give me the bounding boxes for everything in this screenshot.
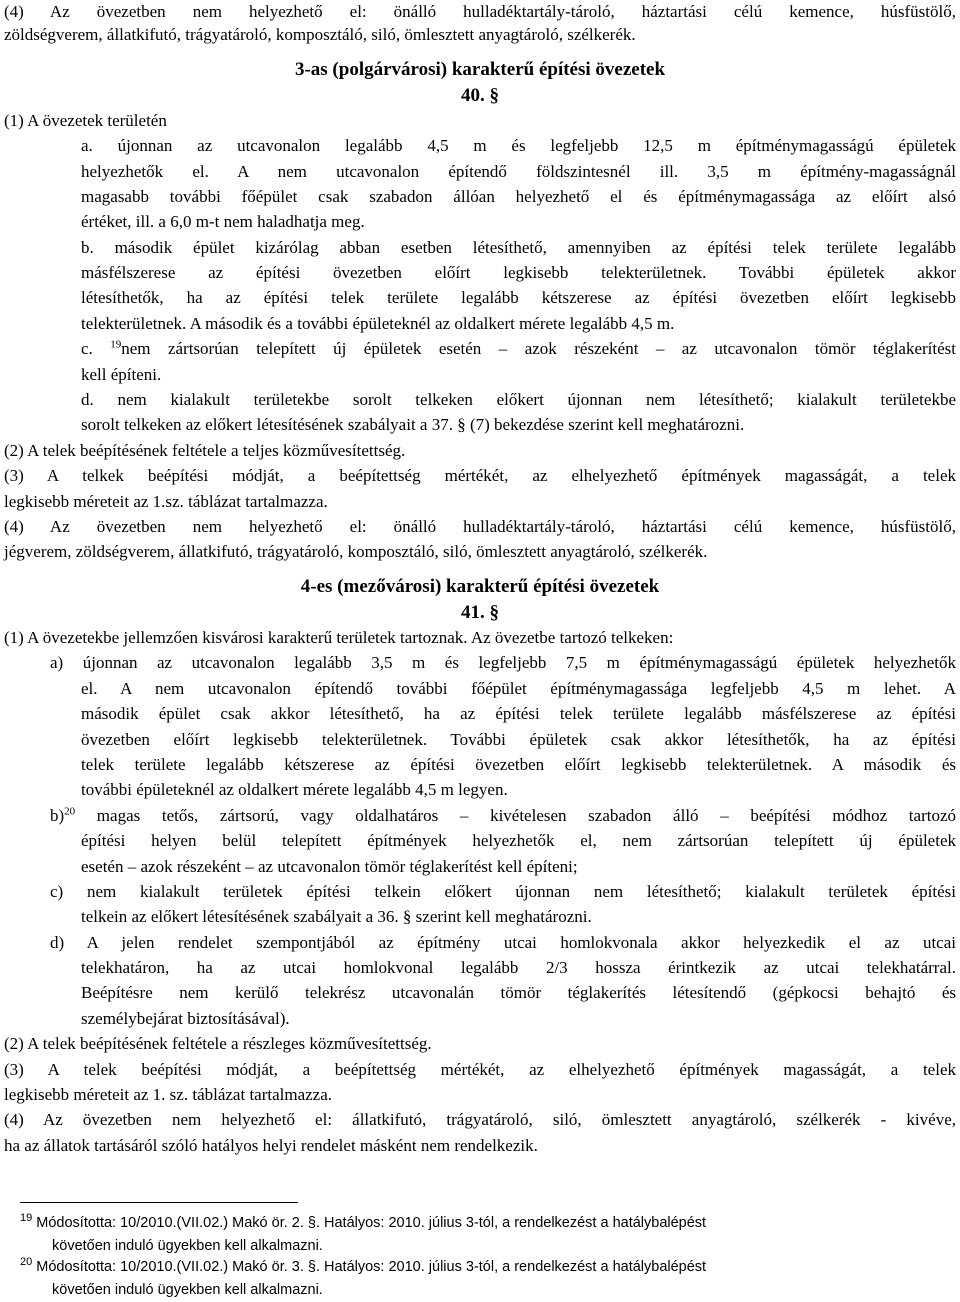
footnote-text: Módosította: 10/2010.(VII.02.) Makó ör. 3. §. Hatályos: 2010. július 3-tól, a rendelkezést a hatálybalépést [32,1259,707,1275]
text-line: legkisebb méreteit az 1.sz. táblázat tartalmazza. [4,492,328,511]
text-line: telekhatáron, ha az utcai homlokvonal legalább 2/3 hossza érintkezik az utcai telekhatárral. [81,958,956,977]
text-line: létesíthetők, ha az építési telek területe legalább kétszerese az építési övezetben előírt legkisebb [81,288,956,307]
text-line: (1) A övezetekbe jellemzően kisvárosi karakterű területek tartoznak. Az övezetbe tartozó telkeken: [4,628,674,647]
text-line: a. újonnan az utcavonalon legalább 4,5 m és legfeljebb 12,5 m építménymagasságú épületek [81,136,956,155]
footnote [52,1237,960,1255]
text-line: c) nem kialakult területek építési telkein előkert újonnan nem létesíthető; kialakult területek építési [50,882,956,901]
text-line: (4) Az övezetben nem helyezhető el: önálló hulladéktartály-tároló, háztartási célú kemence, húsfüstölő, [4,517,956,536]
text-line: további épületeknél az oldalkert mérete legalább 4,5 m legyen. [81,780,508,799]
text-line: d) A jelen rendelet szempontjából az építmény utcai homlokvonala akkor helyezkedik el az utcai [50,933,956,952]
text-line: b)$^{20}$ magas tetős, zártsorú, vagy oldalhatáros – kivételesen szabadon álló – beépítési módhoz tartozó [50,805,956,825]
text-line: (3) A telkek beépítési módját, a beépítettség mértékét, az elhelyezhető építmények magasságát, a telek [4,466,956,485]
footnote [52,1281,960,1299]
text-line: sorolt telkeken az előkert létesítésének szabályait a 37. § (7) bekezdése szerint kell meghatározni. [81,415,745,434]
footnote-ref[interactable]: 19 [110,338,122,351]
text-line: Beépítésre nem kerülő telekrész utcavonalán tömör téglakerítés létesítendő (gépkocsi behajtó és [81,983,956,1002]
text-line-cont: nem zártsorúan telepített új épületek esetén – azok részeként – az utcavonalon tömör téglakerítést [121,339,957,358]
footnote-separator [20,1202,298,1203]
text-line: d. nem kialakult területekbe sorolt telkeken előkert újonnan nem létesíthető; kialakult területekbe [81,390,956,409]
footnote-ref[interactable]: 20 [64,805,76,818]
text-line: (2) A telek beépítésének feltétele a részleges közművesítettség. [4,1034,432,1053]
text-line: jégverem, zöldségverem, állatkifutó, trágyatároló, komposztáló, siló, ömlesztett anyagtároló, szélkerék. [4,542,708,561]
text-line: (2) A telek beépítésének feltétele a teljes közművesítettség. [4,441,406,460]
text-line: kell építeni. [81,365,162,384]
section-heading: 4-es (mezővárosi) karakterű építési övezetek [300,576,660,597]
footnote-number: 19 [20,1212,33,1225]
text-line: b. második épület kizárólag abban esetben létesíthető, amennyiben az építési telek területe legalább [81,238,956,257]
text-line: építési helyen belül telepített építmények helyezhetők el, nem zártsorúan telepített új épületek [81,831,956,850]
text-line: (3) A telek beépítési módját, a beépítettség mértékét, az elhelyezhető építmények magasságát, a telek [4,1060,956,1079]
text-line: személybejárat biztosításával). [81,1009,290,1028]
text-line: másfélszerese az építési övezetben előírt legkisebb telekterületnek. További épületek akkor [81,263,956,282]
text-line: telkein az előkert létesítésének szabályait a 36. § szerint kell meghatározni. [81,907,592,926]
text-line: (4) Az övezetben nem helyezhető el: állatkifutó, trágyatároló, siló, ömlesztett anyagtároló, szélkerék - kivéve, [4,1110,956,1129]
text-line: telekterületnek. A második és a további épületeknél az oldalkert mérete legalább 4,5 m. [81,314,675,333]
footnote-text: Módosította: 10/2010.(VII.02.) Makó ör. 2. §. Hatályos: 2010. július 3-tól, a rendelkezést a hatálybalépést [32,1215,707,1231]
text-line: (1) A övezetek területén [4,111,167,130]
text-line: magasabb további főépület csak szabadon állóan helyezhető el és építménymagassága az előírt alsó [81,187,956,206]
text-line: a) újonnan az utcavonalon legalább 3,5 m és legfeljebb 7,5 m építménymagasságú épületek helyezhetők [50,653,956,672]
text-line: esetén – azok részeként – az utcavonalon tömör téglakerítést kell építeni; [81,857,578,876]
text-line: ha az állatok tartásáról szóló hatályos helyi rendelet másként nem rendelkezik. [4,1136,538,1155]
text-line: értéket, ill. a 6,0 m-t nem haladhatja meg. [81,212,365,231]
text-line: övezetben előírt legkisebb telekterületnek. További épületek csak akkor létesíthetők, ha az építési [81,730,956,749]
text-line: el. A nem utcavonalon építendő további főépület építménymagassága legfeljebb 4,5 m lehet. A [81,679,956,698]
text-line: zöldségverem, állatkifutó, trágyatároló, komposztáló, siló, ömlesztett anyagtároló, szélkerék. [4,25,636,44]
text-line: legkisebb méreteit az 1. sz. táblázat tartalmazza. [4,1085,333,1104]
text-line: második épület csak akkor létesíthető, ha az építési telek területe legalább másfélszerese az építési [81,704,956,723]
footnote-number: 20 [20,1256,33,1269]
section-heading: 3-as (polgárvárosi) karakterű építési övezetek [294,59,666,80]
text-line: telek területe legalább kétszerese az építési övezetben előírt legkisebb telekterületnek. A második és [81,755,956,774]
footnote [20,1214,956,1232]
footnote [20,1258,956,1276]
text-line: (4) Az övezetben nem helyezhető el: önálló hulladéktartály-tároló, háztartási célú kemence, húsfüstölő, [4,2,956,21]
footnote-text: követően induló ügyekben kell alkalmazni. [52,1238,323,1254]
text-line-cont: magas tetős, zártsorú, vagy oldalhatáros – kivételesen szabadon álló – beépítési módhoz tartozó [75,806,956,825]
section-heading: 41. § [461,602,499,623]
text-line: helyezhetők el. A nem utcavonalon építendő földszintesnél ill. 3,5 m építmény-magasságnál [81,162,956,181]
text-line: c. $^{19}$nem zártsorúan telepített új épületek esetén – azok részeként – az utcavonalon tömör téglakerítést [81,338,957,358]
footnote-text: követően induló ügyekben kell alkalmazni. [52,1282,323,1298]
section-heading: 40. § [461,85,499,106]
